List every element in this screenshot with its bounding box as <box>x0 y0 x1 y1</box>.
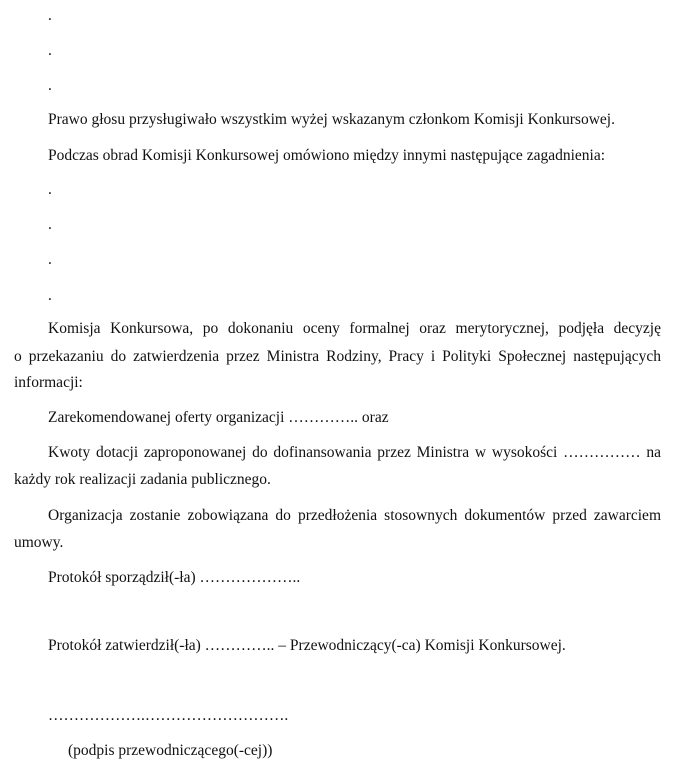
recommended-offer-line: Zarekomendowanej oferty organizacji ………….. oraz <box>48 409 389 426</box>
bullet-point: . <box>48 181 52 198</box>
signature-line: ……………….………………………. <box>48 707 289 724</box>
bullet-point: . <box>48 42 52 59</box>
signature-caption: (podpis przewodniczącego(-cej)) <box>68 742 273 759</box>
grant-paragraph-line-2: każdy rok realizacji zadania publicznego. <box>14 471 271 488</box>
bullet-point: . <box>48 216 52 233</box>
grant-paragraph-line-1: Kwoty dotacji zaproponowanej do dofinansowania przez Ministra w wysokości …………… na <box>48 444 661 461</box>
decision-paragraph-line-1: Komisja Konkursowa, po dokonaniu oceny formalnej oraz merytorycznej, podjęła decyzję <box>48 320 661 337</box>
decision-paragraph-line-3: informacji: <box>14 374 83 391</box>
prepared-by-line: Protokół sporządził(-ła) ……………….. <box>48 569 301 586</box>
approved-by-line: Protokół zatwierdził(-ła) ………….. – Przewodniczący(-ca) Komisji Konkursowej. <box>48 637 566 654</box>
bullet-point: . <box>48 251 52 268</box>
bullet-point: . <box>48 77 52 94</box>
decision-paragraph-line-2: o przekazaniu do zatwierdzenia przez Ministra Rodziny, Pracy i Polityki Społecznej następujących <box>14 348 661 365</box>
documents-paragraph-line-2: umowy. <box>14 534 64 551</box>
documents-paragraph-line-1: Organizacja zostanie zobowiązana do przedłożenia stosownych dokumentów przed zawarciem <box>48 507 661 524</box>
bullet-point: . <box>48 7 52 24</box>
voting-right-paragraph: Prawo głosu przysługiwało wszystkim wyżej wskazanym członkom Komisji Konkursowej. <box>48 111 615 128</box>
discussed-topics-paragraph: Podczas obrad Komisji Konkursowej omówiono między innymi następujące zagadnienia: <box>48 147 606 164</box>
bullet-point: . <box>48 287 52 304</box>
